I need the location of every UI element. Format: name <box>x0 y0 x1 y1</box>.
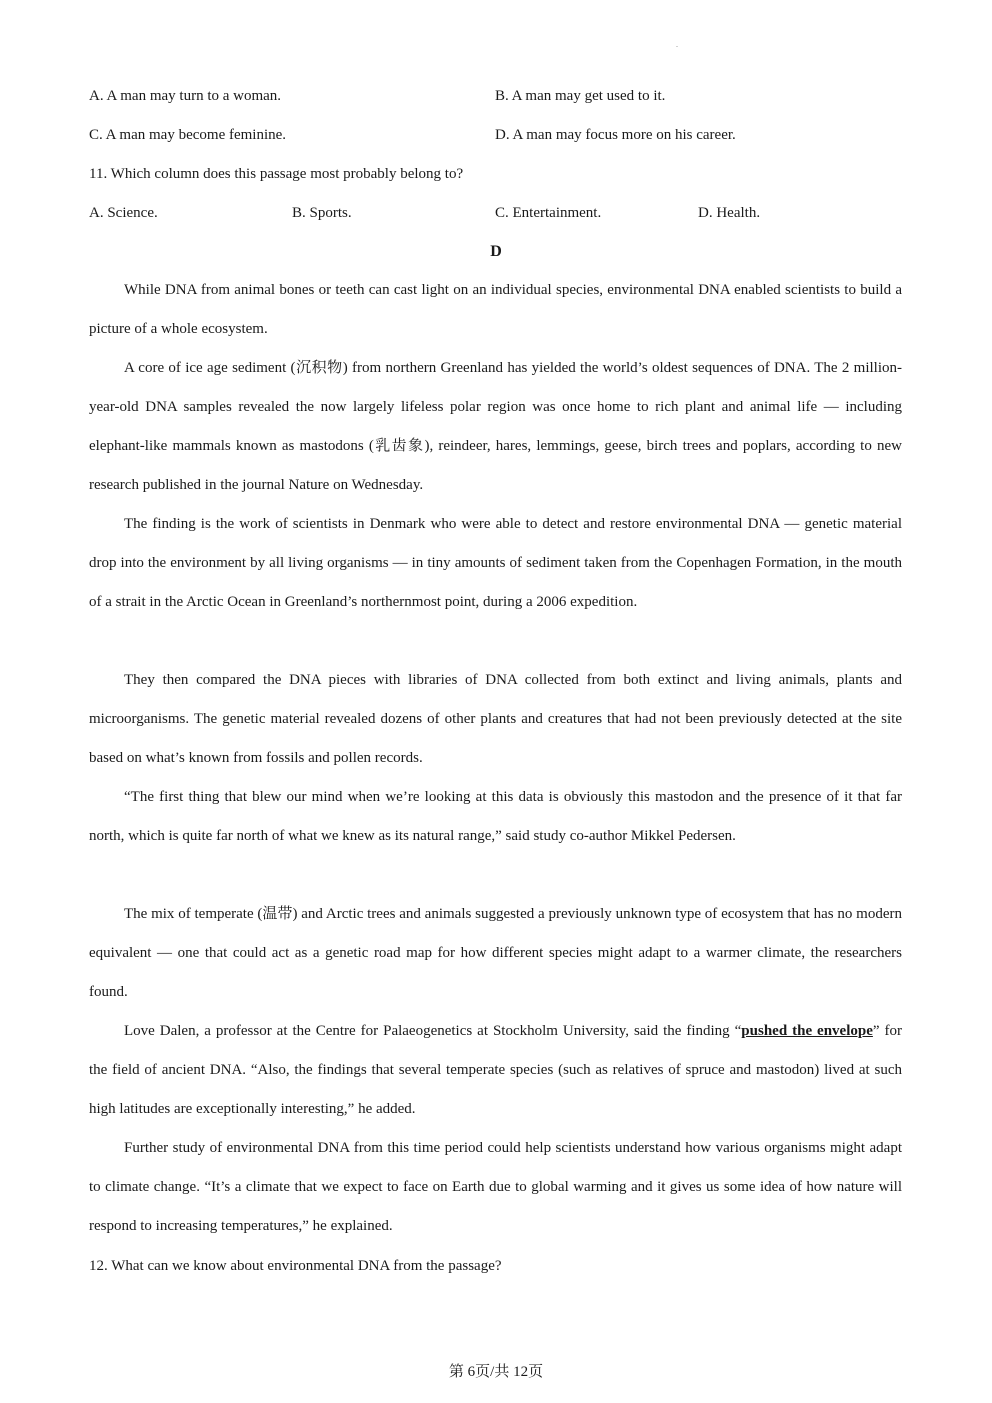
q12-question: 12. What can we know about environmental DNA from the passage? <box>89 1258 502 1274</box>
page-footer: 第 6页/共 12页 <box>448 1364 544 1380</box>
q11-option-c: C. Entertainment. <box>495 205 602 221</box>
passage-paragraph-1: While DNA from animal bones or teeth can cast light on an individual species, environmental DNA enabled scientists to build a picture of a whole ecosystem. <box>89 282 902 337</box>
p7-text-after: ” for the field of ancient DNA. “Also, the findings that several temperate species (such as relatives of spruce and mastodon) lived at such high latitudes are exceptionally interesting,” he added. <box>89 1023 902 1117</box>
passage-paragraph-8: Further study of environmental DNA from this time period could help scientists understand how various organisms might adapt to climate change. “It’s a climate that we expect to face on Earth due to global warming and it gives us some idea of how nature will respond to increasing temperatures,” he explained. <box>89 1140 902 1234</box>
top-dot: . <box>676 40 678 49</box>
q11-question: 11. Which column does this passage most probably belong to? <box>89 166 464 182</box>
passage-paragraph-3: The finding is the work of scientists in Denmark who were able to detect and restore environmental DNA — genetic material drop into the environment by all living organisms — in tiny amounts of sediment taken from the Copenhagen Formation, in the mouth of a strait in the Arctic Ocean in Greenland’s northernmost point, during a 2006 expedition. <box>89 516 902 610</box>
section-heading: D <box>490 243 502 260</box>
q11-option-b: B. Sports. <box>292 205 352 221</box>
passage-paragraph-4: They then compared the DNA pieces with libraries of DNA collected from both extinct and living animals, plants and microorganisms. The genetic material revealed dozens of other plants and creatures that had not been previously detected at the site based on what’s known from fossils and pollen records. <box>89 672 902 766</box>
passage-paragraph-2: A core of ice age sediment (沉积物) from northern Greenland has yielded the world’s oldest sequences of DNA. The 2 million-year-old DNA samples revealed the now largely lifeless polar region was once home to rich plant and animal life — including elephant-like mammals known as mastodons (乳齿象), reindeer, hares, lemmings, geese, birch trees and poplars, according to new research published in the journal Nature on Wednesday. <box>89 360 902 493</box>
q10-option-d: D. A man may focus more on his career. <box>495 127 736 143</box>
q11-option-a: A. Science. <box>89 205 158 221</box>
passage-paragraph-5: “The first thing that blew our mind when we’re looking at this data is obviously this mastodon and the presence of it that far north, which is quite far north of what we knew as its natural range,” said study co-author Mikkel Pedersen. <box>89 789 902 844</box>
q10-option-c: C. A man may become feminine. <box>89 127 287 143</box>
q11-option-d: D. Health. <box>698 205 761 221</box>
p7-text-before: Love Dalen, a professor at the Centre for Palaeogenetics at Stockholm University, said the finding “ <box>124 1023 742 1039</box>
q10-option-a: A. A man may turn to a woman. <box>89 88 282 104</box>
q10-option-b: B. A man may get used to it. <box>495 88 666 104</box>
passage-paragraph-6: The mix of temperate (温带) and Arctic trees and animals suggested a previously unknown type of ecosystem that has no modern equivalent — one that could act as a genetic road map for how different species might adapt to a warmer climate, the researchers found. <box>89 906 902 1000</box>
passage-paragraph-7 <box>89 1012 902 1129</box>
underlined-phrase: pushed the envelope <box>741 1023 873 1039</box>
